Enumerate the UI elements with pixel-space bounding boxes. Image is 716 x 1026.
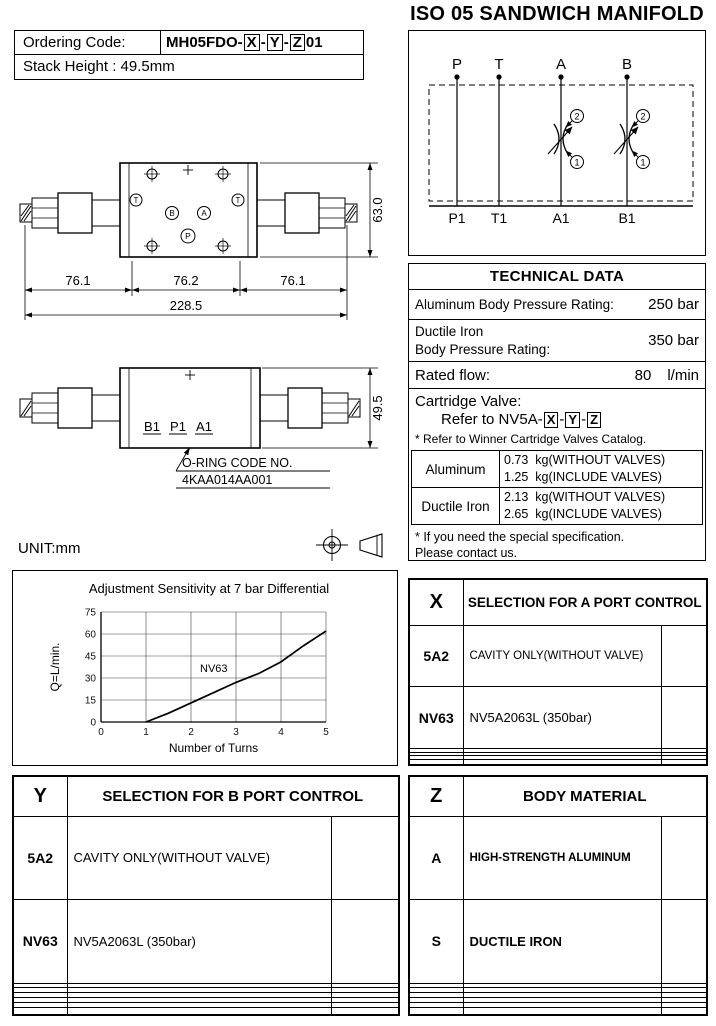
aluminum-pressure-value: 250 bar xyxy=(648,296,699,313)
front-view-port-labels xyxy=(144,419,212,434)
stack-height-label: Stack Height : 49.5mm xyxy=(23,58,175,75)
option-code: S xyxy=(409,900,463,984)
option-desc: NV5A2063L (350bar) xyxy=(463,687,661,749)
technical-footnote: * If you need the special specification. Please contact us. xyxy=(415,530,625,561)
schematic-port-b: B xyxy=(621,56,633,73)
code-prefix: MH05FDO- xyxy=(166,34,243,51)
dim-76-1-right: 76.1 xyxy=(280,273,306,288)
port-dots xyxy=(454,74,629,79)
ordering-code-label: Ordering Code: xyxy=(15,31,161,54)
code-sep-2: - xyxy=(283,34,289,51)
dim-76-2: 76.2 xyxy=(173,273,199,288)
port-letter-t-left: T xyxy=(133,196,139,205)
x-tick-label: 4 xyxy=(278,727,284,738)
front-port-p1: P1 xyxy=(170,419,186,434)
schematic-panel xyxy=(408,30,706,256)
hydraulic-schematic xyxy=(409,31,704,254)
ordering-code-box xyxy=(14,30,364,80)
y-tick-label: 15 xyxy=(84,695,96,707)
selection-y-header xyxy=(13,776,399,816)
aluminum-pressure-row xyxy=(409,290,705,320)
weight-value-line: 0.73 kg(WITHOUT VALVES) xyxy=(504,453,666,468)
x-tick-label: 0 xyxy=(98,727,104,738)
table-row xyxy=(409,816,707,900)
weight-material: Aluminum xyxy=(412,451,500,488)
y-tick-label: 75 xyxy=(84,607,96,619)
valve-marker-2: 2 xyxy=(574,111,580,122)
ordering-code-row xyxy=(15,31,363,55)
y-tick-label: 60 xyxy=(84,629,96,641)
cartridge-refer-line: Refer to NV5A- X - Y - Z xyxy=(415,411,699,428)
schematic-port-t: T xyxy=(494,56,504,73)
dim-76-1-left: 76.1 xyxy=(65,273,91,288)
valve-marker-1: 1 xyxy=(640,157,646,168)
top-view-port-letters xyxy=(134,196,241,241)
selection-x-header xyxy=(409,579,707,625)
projection-symbol xyxy=(316,529,382,561)
weight-value-line: 1.25 kg(INCLUDE VALVES) xyxy=(504,470,662,484)
port-letter-a: A xyxy=(201,209,207,218)
x-tick-label: 2 xyxy=(188,727,194,738)
cartridge-valve-label: Cartridge Valve: xyxy=(415,393,522,410)
chart-panel xyxy=(12,570,398,766)
valve-marker-2: 2 xyxy=(640,111,646,122)
weight-table xyxy=(411,450,703,525)
option-code: NV63 xyxy=(13,900,67,984)
unit-label: UNIT:mm xyxy=(18,540,81,557)
top-view-dimension-labels xyxy=(65,197,385,313)
port-letter-b: B xyxy=(169,209,175,218)
weight-value-line: 2.13 kg(WITHOUT VALVES) xyxy=(504,490,666,505)
oring-title: O-RING CODE NO. xyxy=(182,456,293,470)
ordering-code-value xyxy=(161,31,363,54)
option-desc: CAVITY ONLY(WITHOUT VALVE) xyxy=(67,816,331,900)
y-axis-label: Q=L/min. xyxy=(48,642,62,692)
y-tick-label: 0 xyxy=(90,717,96,729)
weight-value-line: 2.65 kg(INCLUDE VALVES) xyxy=(504,507,662,521)
option-code: 5A2 xyxy=(409,625,463,687)
schematic-port-p: P xyxy=(451,56,463,73)
cartridge-y: Y xyxy=(565,412,580,428)
empty-row xyxy=(409,760,707,766)
top-view-dimensions xyxy=(25,163,378,320)
sensitivity-chart xyxy=(13,571,396,764)
schematic-port-a1: A1 xyxy=(552,210,570,226)
schematic-port-b1: B1 xyxy=(618,210,636,226)
top-view-dimension-arrows xyxy=(25,163,373,318)
x-tick-label: 5 xyxy=(323,727,329,738)
x-tick-label: 3 xyxy=(233,727,239,738)
dim-63-0: 63.0 xyxy=(370,197,385,223)
valve-marker-1: 1 xyxy=(574,157,580,168)
table-row xyxy=(409,687,707,749)
code-y: Y xyxy=(267,34,283,52)
schematic-port-a: A xyxy=(555,56,567,73)
option-code: 5A2 xyxy=(13,816,67,900)
engineering-drawings xyxy=(10,75,402,565)
rated-flow-unit: l/min xyxy=(667,366,699,384)
rated-flow-label: Rated flow: xyxy=(415,366,491,384)
table-row xyxy=(409,625,707,687)
table-row xyxy=(13,900,399,984)
cartridge-x: X xyxy=(544,412,559,428)
selection-y-title: SELECTION FOR B PORT CONTROL xyxy=(67,776,399,816)
cartridge-z: Z xyxy=(587,412,601,428)
cartridge-note: * Refer to Winner Cartridge Valves Catalog. xyxy=(415,432,647,446)
selection-z-code-header: Z xyxy=(409,776,463,816)
weight-material: Ductile Iron xyxy=(412,488,500,525)
front-view-drawing xyxy=(20,368,360,448)
top-view-drawing xyxy=(20,163,357,257)
empty-row xyxy=(13,1008,399,1015)
ductile-pressure-label: Ductile Iron Body Pressure Rating: xyxy=(415,323,551,357)
cartridge-valve-section xyxy=(409,389,705,449)
code-suffix: 01 xyxy=(305,34,323,51)
ductile-pressure-row xyxy=(409,320,705,362)
code-z: Z xyxy=(290,34,305,52)
weight-row-ductile xyxy=(412,488,703,525)
selection-x-title: SELECTION FOR A PORT CONTROL xyxy=(463,579,707,625)
code-sep-1: - xyxy=(260,34,266,51)
port-letter-p: P xyxy=(185,231,191,241)
chart-title: Adjustment Sensitivity at 7 bar Differential xyxy=(88,581,330,596)
option-code: A xyxy=(409,816,463,900)
table-row xyxy=(409,900,707,984)
y-tick-label: 30 xyxy=(84,673,96,685)
throttle-valve-symbol-a xyxy=(548,110,584,169)
series-label: NV63 xyxy=(200,663,228,676)
x-tick-label: 1 xyxy=(143,727,149,738)
y-tick-label: 45 xyxy=(84,651,96,663)
option-desc: NV5A2063L (350bar) xyxy=(67,900,331,984)
code-x: X xyxy=(244,34,260,52)
option-desc: CAVITY ONLY(WITHOUT VALVE) xyxy=(463,625,661,687)
front-view-dimensions xyxy=(262,368,378,448)
option-code: NV63 xyxy=(409,687,463,749)
selection-table-x xyxy=(408,578,708,766)
option-desc: DUCTILE IRON xyxy=(463,900,661,984)
front-port-b1: B1 xyxy=(144,419,160,434)
front-port-a1: A1 xyxy=(196,419,212,434)
schematic-port-p1: P1 xyxy=(448,210,466,226)
dim-228-5: 228.5 xyxy=(169,298,203,313)
selection-table-y xyxy=(12,775,400,1016)
rated-flow-row xyxy=(409,362,705,389)
table-row xyxy=(13,816,399,900)
schematic-port-t1: T1 xyxy=(490,210,508,226)
port-letter-t-right: T xyxy=(235,196,241,205)
ductile-pressure-value: 350 bar xyxy=(648,332,699,349)
selection-z-title: BODY MATERIAL xyxy=(463,776,707,816)
dim-49-5: 49.5 xyxy=(370,395,385,421)
empty-row xyxy=(409,1008,707,1015)
technical-data-panel xyxy=(408,263,706,561)
oring-callout xyxy=(176,447,330,488)
selection-table-z xyxy=(408,775,708,1016)
selection-x-code-header: X xyxy=(409,579,463,625)
rated-flow-value: 80 xyxy=(634,366,652,384)
page-title: ISO 05 SANDWICH MANIFOLD xyxy=(410,3,704,25)
option-desc: HIGH-STRENGTH ALUMINUM xyxy=(463,816,661,900)
throttle-valve-symbol-b xyxy=(614,110,650,169)
weight-row-aluminum xyxy=(412,451,703,488)
x-axis-label: Number of Turns xyxy=(168,741,259,755)
oring-code: 4KAA014AA001 xyxy=(182,473,273,487)
selection-z-header xyxy=(409,776,707,816)
aluminum-pressure-label: Aluminum Body Pressure Rating: xyxy=(415,297,614,312)
technical-data-header: TECHNICAL DATA xyxy=(409,264,705,290)
selection-y-code-header: Y xyxy=(13,776,67,816)
